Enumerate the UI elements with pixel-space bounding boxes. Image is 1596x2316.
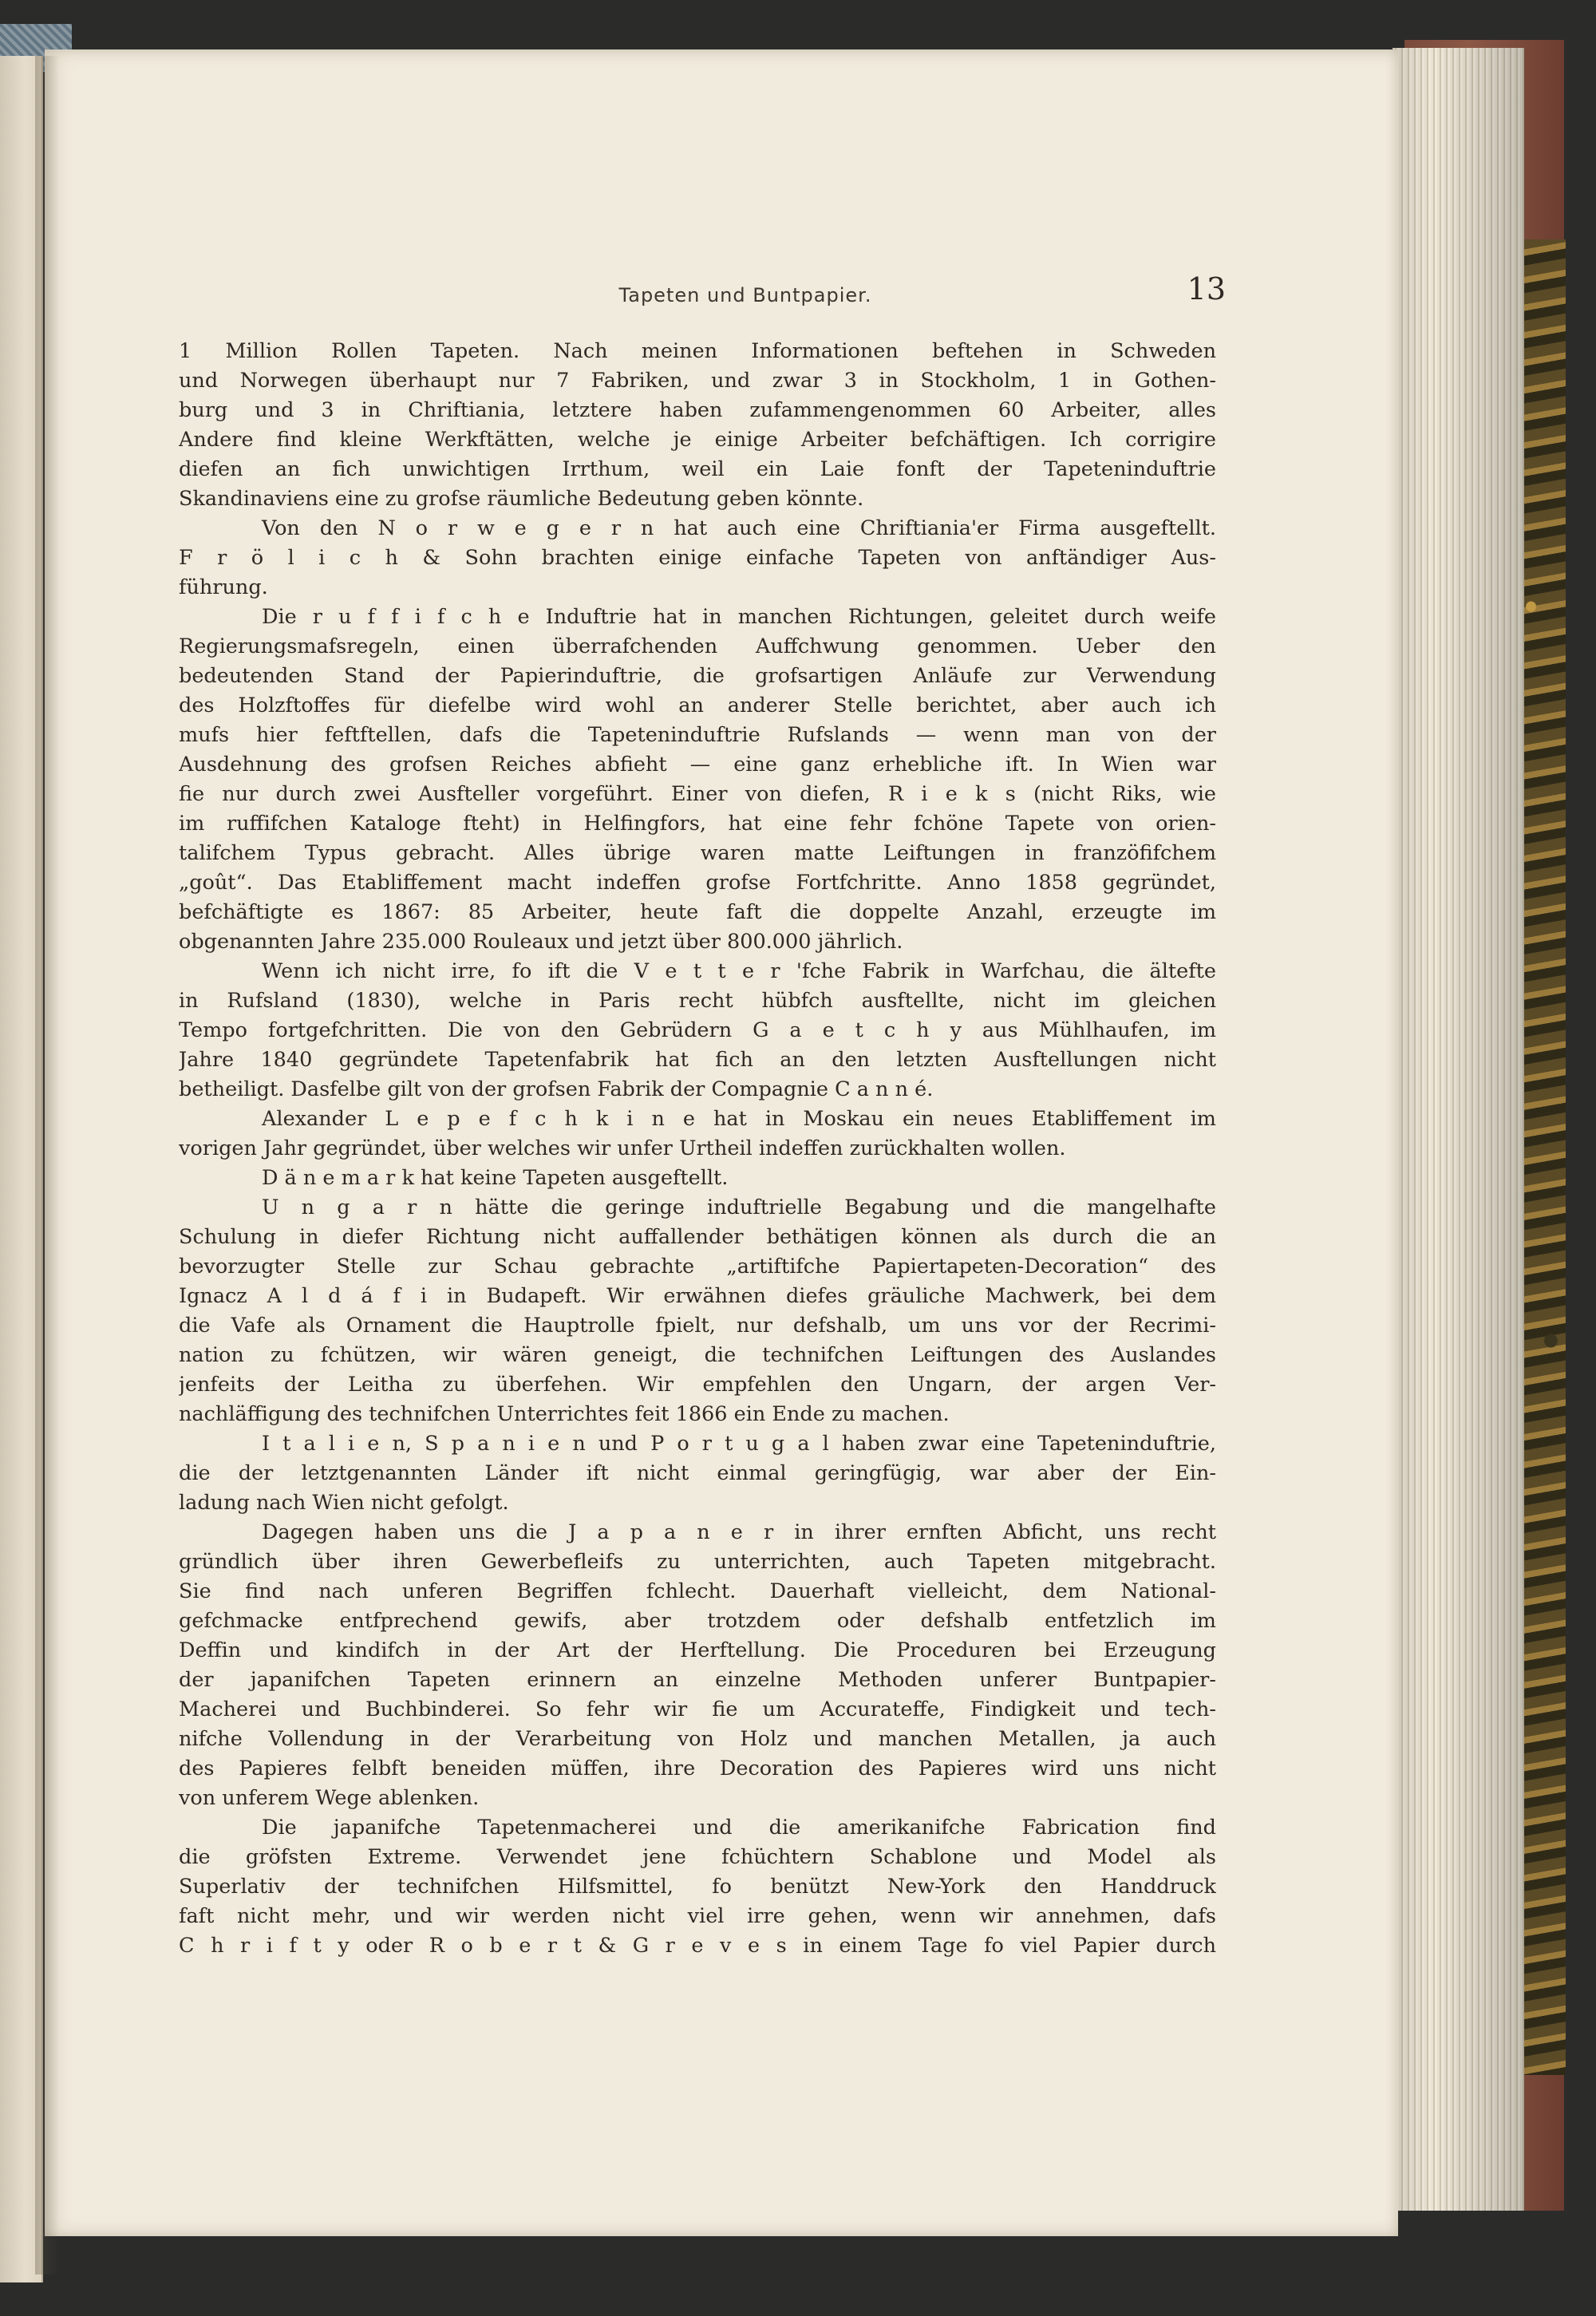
text-line: Die r u f f i f c h e Induftrie hat in manchen Richtungen, geleitet durch weife [262, 605, 1216, 629]
text-line: gründlich über ihren Gewerbefleifs zu unterrichten, auch Tapeten mitgebracht. [179, 1550, 1216, 1574]
text-line: fie nur durch zwei Ausfteller vorgeführt. Einer von diefen, R i e k s (nicht Riks, wie [179, 782, 1216, 806]
sewing-thread-mark [30, 1049, 41, 1080]
sewing-thread-mark [30, 1844, 41, 1874]
text-line: des Holzftoffes für diefelbe wird wohl an anderer Stelle berichtet, aber auch ich [179, 694, 1216, 717]
text-line: der japanifchen Tapeten erinnern an einzelne Methoden unferer Buntpapier- [179, 1668, 1216, 1692]
text-line: bevorzugter Stelle zur Schau gebrachte „artiftifche Papiertapeten-Decoration“ des [179, 1255, 1216, 1279]
text-line: „goût“. Das Etabliffement macht indeffen grofse Fortfchritte. Anno 1858 gegründet, [179, 871, 1216, 895]
sewing-thread-mark [30, 838, 41, 868]
page-block-shade [1393, 48, 1524, 2211]
text-line: 1 Million Rollen Tapeten. Nach meinen Informationen beftehen in Schweden [179, 339, 1216, 363]
text-line: nachläffigung des technifchen Unterrichtes feit 1866 ein Ende zu machen. [179, 1402, 950, 1426]
text-line: U n g a r n hätte die geringe induftrielle Begabung und die mangelhafte [262, 1196, 1216, 1219]
text-line: mufs hier feftftellen, dafs die Tapeteninduftrie Rufslands — wenn man von der [179, 723, 1216, 747]
text-line: die Vafe als Ornament die Hauptrolle fpielt, nur defshalb, um uns vor der Recrimi- [179, 1314, 1216, 1338]
text-line: Deffin und kindifch in der Art der Herftellung. Die Proceduren bei Erzeugung [179, 1638, 1216, 1662]
text-line: Regierungsmafsregeln, einen überrafchenden Auffchwung genommen. Ueber den [179, 634, 1216, 658]
text-line: Macherei und Buchbinderei. So fehr wir fie um Accurateffe, Findigkeit und tech- [179, 1697, 1216, 1721]
text-line: die der letztgenannten Länder ift nicht einmal geringfügig, war aber der Ein- [179, 1461, 1216, 1485]
text-line: ladung nach Wien nicht gefolgt. [179, 1491, 509, 1515]
text-line: nifche Vollendung in der Verarbeitung von Holz und manchen Metallen, ja auch [179, 1727, 1216, 1751]
body-text [179, 337, 1216, 1981]
sewing-thread-mark [30, 1293, 41, 1323]
text-line: betheiligt. Dasfelbe gilt von der grofsen Fabrik der Compagnie C a n n é. [179, 1077, 934, 1101]
text-line: führung. [179, 575, 268, 599]
text-line: in Rufsland (1830), welche in Paris recht hübfch ausftellte, nicht im gleichen [179, 989, 1216, 1013]
text-line: Ignacz A l d á f i in Budapeft. Wir erwähnen diefes gräuliche Machwerk, bei dem [179, 1284, 1216, 1308]
text-line: Skandinaviens eine zu grofse räumliche Bedeutung geben könnte. [179, 487, 864, 511]
text-line: und Norwegen überhaupt nur 7 Fabriken, und zwar 3 in Stockholm, 1 in Gothen- [179, 369, 1216, 393]
running-head: Tapeten und Buntpapier. [618, 284, 872, 306]
page-number: 13 [1187, 271, 1226, 306]
text-line: Ausdehnung des grofsen Reiches abfieht — eine ganz erhebliche ift. In Wien war [179, 753, 1216, 777]
text-line: bedeutenden Stand der Papierinduftrie, die grofsartigen Anläufe zur Verwendung [179, 664, 1216, 688]
text-line: talifchem Typus gebracht. Alles übrige waren matte Leiftungen in franzöfifchem [179, 841, 1216, 865]
sewing-thread-mark [30, 343, 41, 373]
text-line: F r ö l i c h & Sohn brachten einige einfache Tapeten von anftändiger Aus- [179, 546, 1216, 570]
text-line: Von den N o r w e g e r n hat auch eine Chriftiania'er Firma ausgeftellt. [262, 516, 1216, 540]
text-line: Sie find nach unferen Begriffen fchlecht. Dauerhaft vielleicht, dem National- [179, 1579, 1216, 1603]
book-page [45, 49, 1398, 2236]
text-line: Tempo fortgefchritten. Die von den Gebrüdern G a e t c h y aus Mühlhaufen, im [179, 1018, 1216, 1042]
text-line: Alexander L e p e f c h k i n e hat in Moskau ein neues Etabliffement im [262, 1107, 1216, 1131]
text-line: D ä n e m a r k hat keine Tapeten ausgeftellt. [262, 1166, 729, 1190]
gutter-shadow [35, 56, 59, 2275]
text-line: Jahre 1840 gegründete Tapetenfabrik hat fich an den letzten Ausftellungen nicht [179, 1048, 1216, 1072]
text-line: vorigen Jahr gegründet, über welches wir unfer Urtheil indeffen zurückhalten wollen. [179, 1136, 1066, 1160]
text-line: des Papieres felbft beneiden müffen, ihre Decoration des Papieres wird uns nicht [179, 1757, 1216, 1780]
text-line: C h r i f t y oder R o b e r t & G r e v e s in einem Tage fo viel Papier durch [179, 1934, 1216, 1958]
text-line: gefchmacke entfprechend gewifs, aber trotzdem oder defshalb entfetzlich im [179, 1609, 1216, 1633]
text-line: im ruffifchen Kataloge fteht) in Helfingfors, hat eine fehr fchöne Tapete von orien- [179, 812, 1216, 836]
text-line: die gröfsten Extreme. Verwendet jene fchüchtern Schablone und Model als [179, 1845, 1216, 1869]
text-line: burg und 3 in Chriftiania, letztere haben zufammengenommen 60 Arbeiter, alles [179, 398, 1216, 422]
text-line: jenfeits der Leitha zu überfehen. Wir empfehlen den Ungarn, der argen Ver- [179, 1373, 1216, 1397]
text-line: Schulung in diefer Richtung nicht auffallender bethätigen können als durch die an [179, 1225, 1216, 1249]
text-line: Andere find kleine Werkftätten, welche je einige Arbeiter befchäftigen. Ich corrigire [179, 428, 1216, 452]
text-line: von unferem Wege ablenken. [179, 1786, 480, 1810]
text-line: I t a l i e n, S p a n i e n und P o r t u g a l haben zwar eine Tapeteninduftrie, [262, 1432, 1216, 1456]
text-line: befchäftigte es 1867: 85 Arbeiter, heute faft die doppelte Anzahl, erzeugte im [179, 900, 1216, 924]
text-line: diefen an fich unwichtigen Irrthum, weil ein Laie fonft der Tapeteninduftrie [179, 457, 1216, 481]
text-line: Dagegen haben uns die J a p a n e r in ihrer ernften Abficht, uns recht [262, 1520, 1216, 1544]
text-line: nation zu fchützen, wir wären geneigt, die technifchen Leiftungen des Auslandes [179, 1343, 1216, 1367]
text-line: faft nicht mehr, und wir werden nicht viel irre gehen, wenn wir annehmen, dafs [179, 1904, 1216, 1928]
text-line: obgenannten Jahre 235.000 Rouleaux und jetzt über 800.000 jährlich. [179, 930, 903, 954]
text-line: Wenn ich nicht irre, fo ift die V e t t e r 'fche Fabrik in Warfchau, die ältefte [262, 959, 1216, 983]
text-line: Superlativ der technifchen Hilfsmittel, fo benützt New-York den Handdruck [179, 1875, 1216, 1899]
text-line: Die japanifche Tapetenmacherei und die amerikanifche Fabrication find [262, 1816, 1216, 1840]
